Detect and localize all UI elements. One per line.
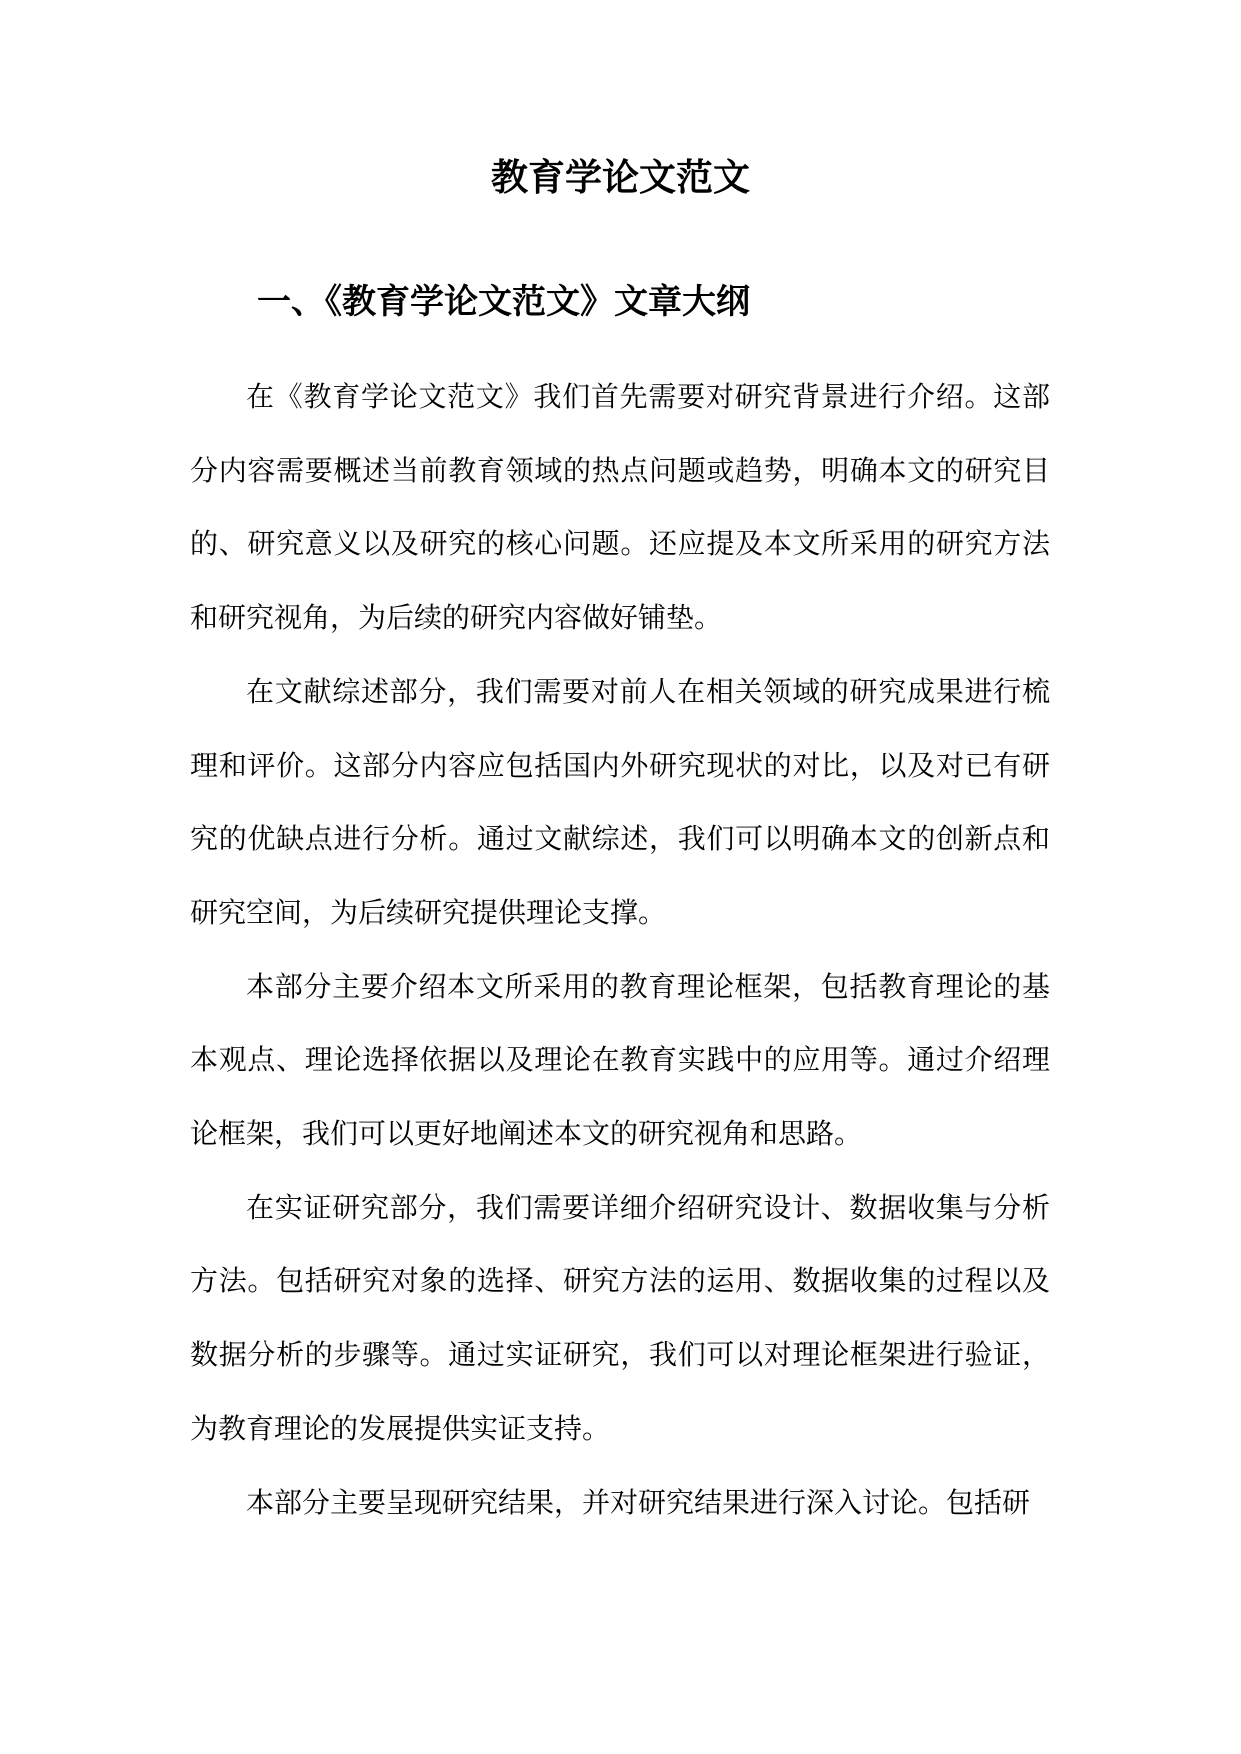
paragraph-background: 在《教育学论文范文》我们首先需要对研究背景进行介绍。这部分内容需要概述当前教育领域的热点问题或趋势，明确本文的研究目的、研究意义以及研究的核心问题。还应提及本文所采用的研究方法和研究视角，为后续的研究内容做好铺垫。 <box>190 380 1050 635</box>
document-title: 教育学论文范文 <box>491 155 750 199</box>
paragraph-theory-framework: 本部分主要介绍本文所采用的教育理论框架，包括教育理论的基本观点、理论选择依据以及理论在教育实践中的应用等。通过介绍理论框架，我们可以更好地阐述本文的研究视角和思路。 <box>190 969 1050 1151</box>
paragraph-literature-review: 在文献综述部分，我们需要对前人在相关领域的研究成果进行梳理和评价。这部分内容应包括国内外研究现状的对比，以及对已有研究的优缺点进行分析。通过文献综述，我们可以明确本文的创新点和研究空间，为后续研究提供理论支撑。 <box>190 674 1050 929</box>
paragraph-empirical-research: 在实证研究部分，我们需要详细介绍研究设计、数据收集与分析方法。包括研究对象的选择、研究方法的运用、数据收集的过程以及数据分析的步骤等。通过实证研究，我们可以对理论框架进行验证，为教育理论的发展提供实证支持。 <box>190 1190 1050 1445</box>
body-text <box>190 360 1050 1539</box>
paragraph-results: 本部分主要呈现研究结果，并对研究结果进行深入讨论。包括研 <box>246 1485 1031 1519</box>
section-heading: 一、《教育学论文范文》文章大纲 <box>257 282 750 322</box>
